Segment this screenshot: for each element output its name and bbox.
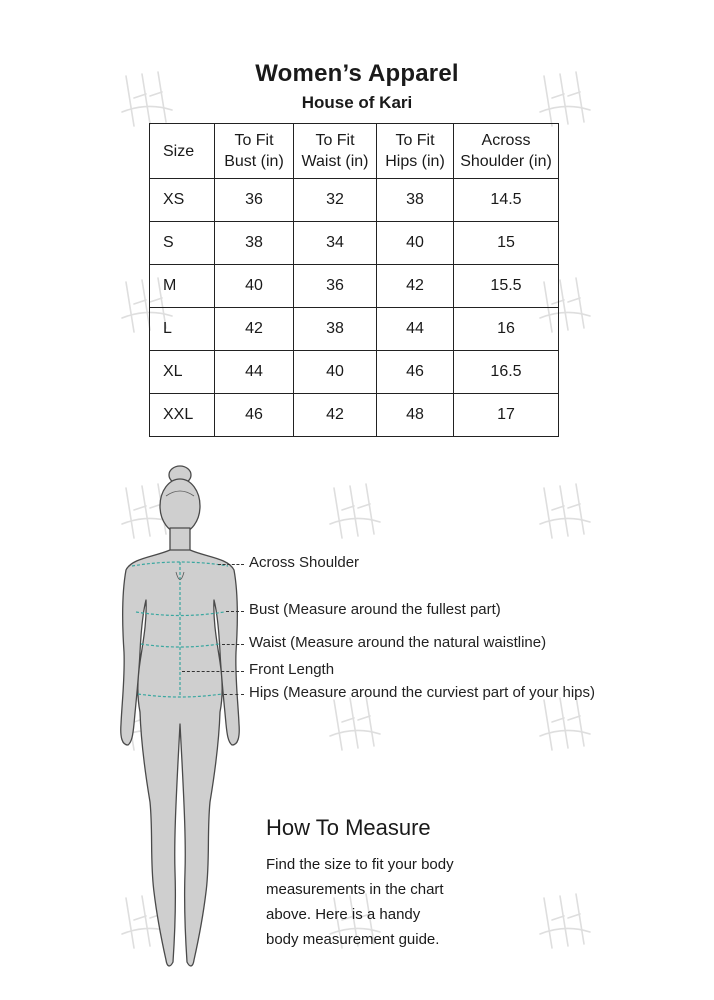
- callout-front-length: Front Length: [249, 661, 335, 678]
- body-figure-illustration: [110, 462, 250, 982]
- callout-line: [224, 694, 244, 695]
- shoulder-cell: 14.5: [454, 179, 559, 222]
- how-to-text-line: above. Here is a handy: [266, 906, 421, 923]
- column-header-hips: To Fit Hips (in): [377, 124, 454, 179]
- waist-cell: 38: [294, 308, 377, 351]
- shoulder-cell: 17: [454, 394, 559, 437]
- size-cell: S: [150, 222, 215, 265]
- hips-cell: 48: [377, 394, 454, 437]
- hips-cell: 42: [377, 265, 454, 308]
- callout-line: [222, 644, 244, 645]
- size-cell: XL: [150, 351, 215, 394]
- hips-cell: 38: [377, 179, 454, 222]
- watermark-logo-icon: [530, 478, 600, 548]
- how-to-text-line: Find the size to fit your body: [266, 856, 454, 873]
- size-cell: XS: [150, 179, 215, 222]
- callout-waist: Waist (Measure around the natural waistline): [249, 634, 547, 651]
- bust-cell: 44: [215, 351, 294, 394]
- size-cell: XXL: [150, 394, 215, 437]
- callout-line: [182, 671, 244, 672]
- column-header-waist: To Fit Waist (in): [294, 124, 377, 179]
- size-chart-table: [149, 123, 559, 437]
- table-header-row: [150, 124, 559, 179]
- bust-cell: 40: [215, 265, 294, 308]
- waist-cell: 40: [294, 351, 377, 394]
- size-cell: L: [150, 308, 215, 351]
- shoulder-cell: 15: [454, 222, 559, 265]
- table-row: [150, 179, 559, 222]
- column-header-size: Size: [150, 124, 215, 179]
- bust-cell: 36: [215, 179, 294, 222]
- table-row: [150, 265, 559, 308]
- waist-cell: 42: [294, 394, 377, 437]
- how-to-measure-heading: How To Measure: [266, 815, 431, 840]
- waist-cell: 32: [294, 179, 377, 222]
- bust-cell: 42: [215, 308, 294, 351]
- page-title: Women’s Apparel: [255, 60, 459, 87]
- how-to-text-line: measurements in the chart: [266, 881, 444, 898]
- column-header-bust: To Fit Bust (in): [215, 124, 294, 179]
- waist-cell: 34: [294, 222, 377, 265]
- watermark-logo-icon: [530, 888, 600, 958]
- hips-cell: 46: [377, 351, 454, 394]
- hips-cell: 44: [377, 308, 454, 351]
- callout-bust: Bust (Measure around the fullest part): [249, 601, 501, 618]
- callout-line: [218, 564, 244, 565]
- how-to-text-line: body measurement guide.: [266, 931, 440, 948]
- table-row: [150, 308, 559, 351]
- hips-cell: 40: [377, 222, 454, 265]
- waist-cell: 36: [294, 265, 377, 308]
- shoulder-cell: 16.5: [454, 351, 559, 394]
- watermark-logo-icon: [320, 478, 390, 548]
- callout-across-shoulder: Across Shoulder: [249, 554, 360, 571]
- table-row: [150, 394, 559, 437]
- column-header-across-shoulder: Across Shoulder (in): [454, 124, 559, 179]
- callout-hips: Hips (Measure around the curviest part of your hips): [249, 684, 595, 701]
- table-row: [150, 222, 559, 265]
- brand-subtitle: House of Kari: [301, 93, 413, 112]
- bust-cell: 38: [215, 222, 294, 265]
- table-row: [150, 351, 559, 394]
- callout-line: [226, 611, 244, 612]
- bust-cell: 46: [215, 394, 294, 437]
- shoulder-cell: 15.5: [454, 265, 559, 308]
- shoulder-cell: 16: [454, 308, 559, 351]
- size-cell: M: [150, 265, 215, 308]
